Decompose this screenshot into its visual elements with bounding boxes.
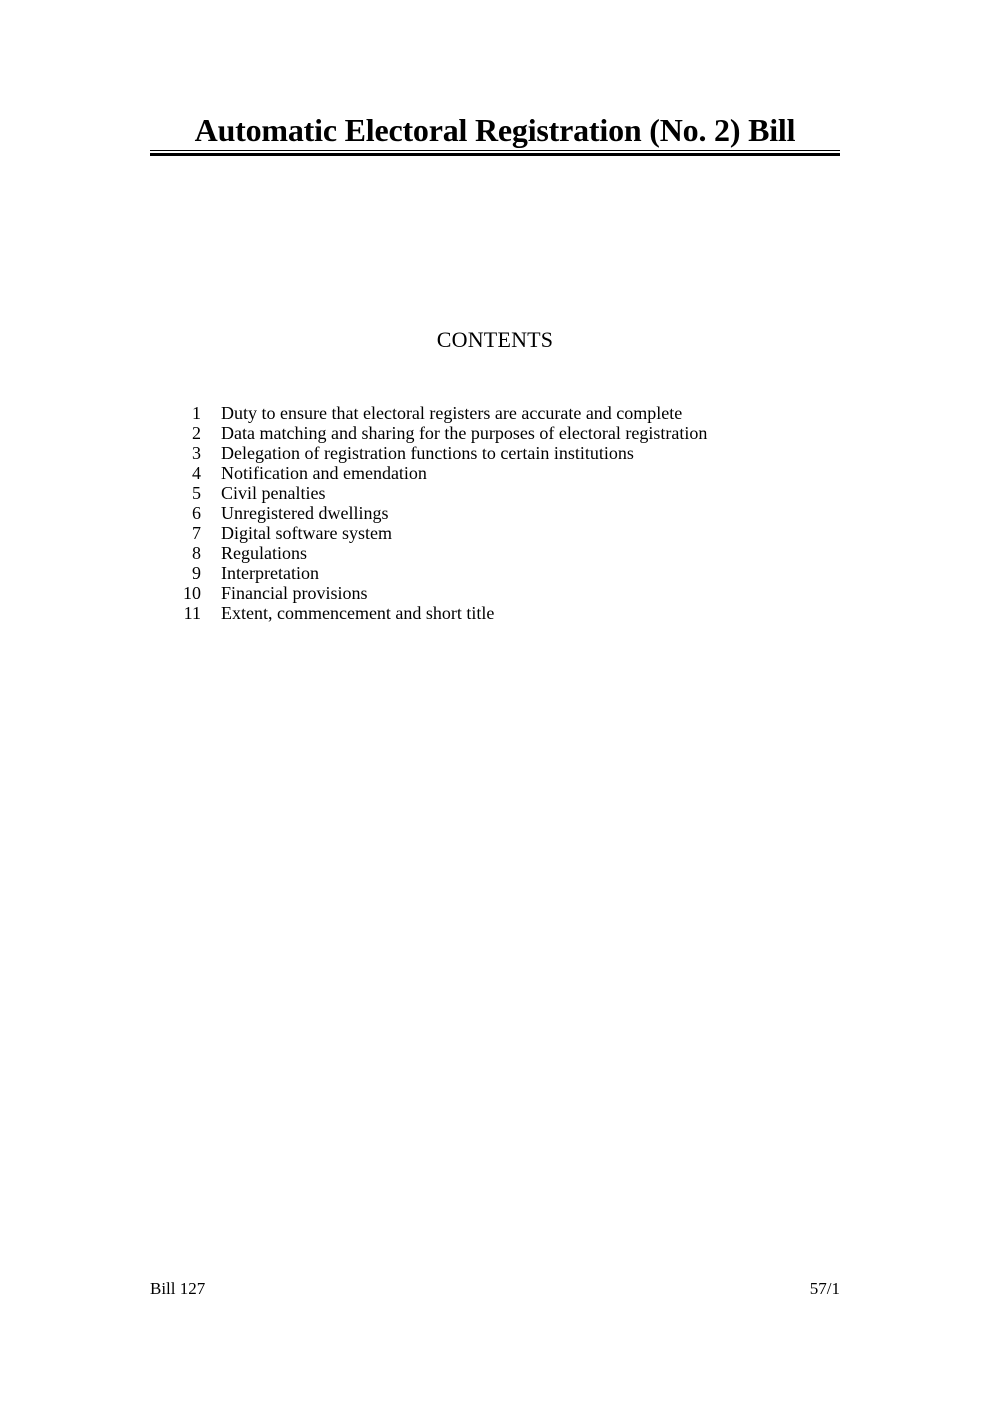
- toc-item: [172, 563, 707, 583]
- toc-item-text: Extent, commencement and short title: [221, 603, 495, 623]
- toc-item: [172, 503, 707, 523]
- toc-item-number: 1: [192, 403, 201, 423]
- toc-item-text: Unregistered dwellings: [221, 503, 389, 523]
- toc-item: [172, 463, 707, 483]
- toc-item-number: 7: [192, 523, 201, 543]
- toc-item: [172, 583, 707, 603]
- toc-item: [172, 603, 707, 623]
- toc-item: [172, 443, 707, 463]
- toc-item-number: 10: [183, 583, 201, 603]
- toc-item-text: Data matching and sharing for the purposes of electoral registration: [221, 423, 708, 443]
- bill-number: Bill 127: [150, 1279, 206, 1298]
- toc-item: [172, 483, 707, 503]
- toc-item-text: Civil penalties: [221, 483, 326, 503]
- toc-item-number: 8: [192, 543, 201, 563]
- toc-item: [172, 523, 707, 543]
- toc-item-text: Notification and emendation: [221, 463, 427, 483]
- toc-item-text: Interpretation: [221, 563, 319, 583]
- toc-item-number: 9: [192, 563, 201, 583]
- title-rule-thin: [150, 150, 840, 151]
- table-of-contents: [172, 403, 707, 623]
- toc-item-number: 6: [192, 503, 201, 523]
- toc-item-text: Regulations: [221, 543, 307, 563]
- toc-item-text: Financial provisions: [221, 583, 368, 603]
- title-rule-thick: [150, 153, 840, 156]
- contents-heading: CONTENTS: [436, 327, 554, 352]
- toc-item-text: Delegation of registration functions to certain institutions: [221, 443, 634, 463]
- toc-item-number: 2: [192, 423, 201, 443]
- toc-item-number: 3: [192, 443, 201, 463]
- toc-item-number: 4: [192, 463, 201, 483]
- toc-item-text: Duty to ensure that electoral registers are accurate and complete: [221, 403, 683, 423]
- toc-item-number: 5: [192, 483, 201, 503]
- toc-item-text: Digital software system: [221, 523, 392, 543]
- page-reference: 57/1: [809, 1279, 840, 1298]
- page-title: Automatic Electoral Registration (No. 2) Bill: [194, 112, 796, 148]
- toc-item: [172, 423, 707, 443]
- toc-item: [172, 543, 707, 563]
- toc-item: [172, 403, 707, 423]
- toc-item-number: 11: [183, 603, 201, 623]
